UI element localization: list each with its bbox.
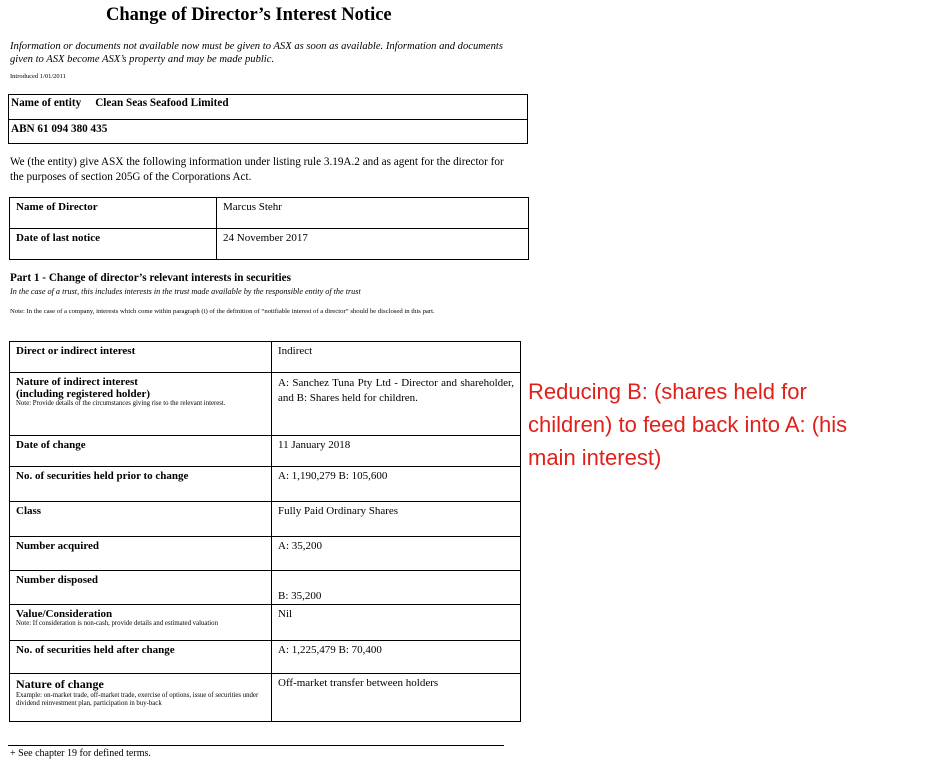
disposed-label: Number disposed bbox=[10, 571, 272, 605]
disposed-value: B: 35,200 bbox=[272, 571, 521, 605]
value-consideration-label: Value/Consideration bbox=[16, 608, 113, 620]
table-row bbox=[10, 229, 529, 260]
direct-indirect-value: Indirect bbox=[272, 342, 521, 373]
table-row bbox=[10, 571, 521, 605]
value-consideration-cell bbox=[10, 605, 272, 641]
table-row bbox=[10, 373, 521, 436]
nature-of-change-value: Off-market transfer between holders bbox=[272, 674, 521, 722]
annotation-text: Reducing B: (shares held for children) to feed back into A: (his main interest) bbox=[528, 379, 848, 470]
part1-title: Part 1 - Change of director’s relevant interests in securities bbox=[10, 272, 291, 284]
entity-name-label: Name of entity bbox=[11, 97, 82, 109]
director-name-value: Marcus Stehr bbox=[217, 198, 529, 229]
table-row bbox=[10, 436, 521, 467]
table-row bbox=[10, 537, 521, 571]
we-paragraph: We (the entity) give ASX the following information under listing rule 3.19A.2 and as agent for the director for the purposes of section 205G of the Corporations Act. bbox=[10, 156, 504, 183]
prior-holdings-label: No. of securities held prior to change bbox=[10, 467, 272, 502]
nature-indirect-note: Note: Provide details of the circumstances giving rise to the relevant interest. bbox=[16, 400, 226, 407]
table-row bbox=[10, 342, 521, 373]
table-row bbox=[10, 467, 521, 502]
nature-indirect-value: A: Sanchez Tuna Pty Ltd - Director and shareholder, and B: Shares held for children. bbox=[272, 373, 521, 436]
class-value: Fully Paid Ordinary Shares bbox=[272, 502, 521, 537]
last-notice-label: Date of last notice bbox=[10, 229, 217, 260]
entity-abn-row bbox=[9, 119, 527, 143]
nature-of-change-label: Nature of change bbox=[16, 677, 104, 691]
part1-note: Note: In the case of a company, interests which come within paragraph (i) of the definition of “notifiable interest of a director” should be disclosed in this part. bbox=[10, 308, 435, 315]
direct-indirect-label: Direct or indirect interest bbox=[10, 342, 272, 373]
part1-subtitle: In the case of a trust, this includes interests in the trust made available by the responsible entity of the trust bbox=[10, 287, 361, 296]
footer-note: + See chapter 19 for defined terms. bbox=[10, 748, 151, 759]
table-row bbox=[10, 198, 529, 229]
entity-box bbox=[8, 94, 528, 144]
table-row bbox=[10, 502, 521, 537]
page-title: Change of Director’s Interest Notice bbox=[106, 5, 392, 25]
value-consideration-value: Nil bbox=[272, 605, 521, 641]
last-notice-value: 24 November 2017 bbox=[217, 229, 529, 260]
value-consideration-note: Note: If consideration is non-cash, provide details and estimated valuation bbox=[16, 620, 218, 627]
table-row bbox=[10, 641, 521, 674]
nature-indirect-label2: (including registered holder) bbox=[16, 388, 151, 400]
acquired-value: A: 35,200 bbox=[272, 537, 521, 571]
class-label: Class bbox=[10, 502, 272, 537]
nature-of-change-note: Example: on-market trade, off-market trade, exercise of options, issue of securities under dividend reinvestment plan, participation in buy-back bbox=[16, 692, 259, 707]
date-of-change-value: 11 January 2018 bbox=[272, 436, 521, 467]
table-row bbox=[10, 674, 521, 722]
entity-name-row bbox=[9, 95, 527, 119]
footer-divider bbox=[8, 745, 504, 746]
table-row bbox=[10, 605, 521, 641]
nature-indirect-label: Nature of indirect interest bbox=[16, 376, 138, 388]
date-of-change-label: Date of change bbox=[10, 436, 272, 467]
introduced-date: Introduced 1/01/2011 bbox=[10, 73, 66, 80]
nature-of-change-cell bbox=[10, 674, 272, 722]
change-table bbox=[9, 341, 521, 722]
after-holdings-value: A: 1,225,479 B: 70,400 bbox=[272, 641, 521, 674]
prior-holdings-value: A: 1,190,279 B: 105,600 bbox=[272, 467, 521, 502]
entity-name-value: Clean Seas Seafood Limited bbox=[95, 97, 229, 109]
director-table bbox=[9, 197, 529, 260]
director-name-label: Name of Director bbox=[10, 198, 217, 229]
after-holdings-label: No. of securities held after change bbox=[10, 641, 272, 674]
nature-indirect-cell bbox=[10, 373, 272, 436]
acquired-label: Number acquired bbox=[10, 537, 272, 571]
entity-abn: ABN 61 094 380 435 bbox=[11, 123, 108, 135]
intro-text: Information or documents not available now must be given to ASX as soon as available. Information and documents given to ASX become ASX’s property and may be made public. bbox=[10, 41, 503, 65]
